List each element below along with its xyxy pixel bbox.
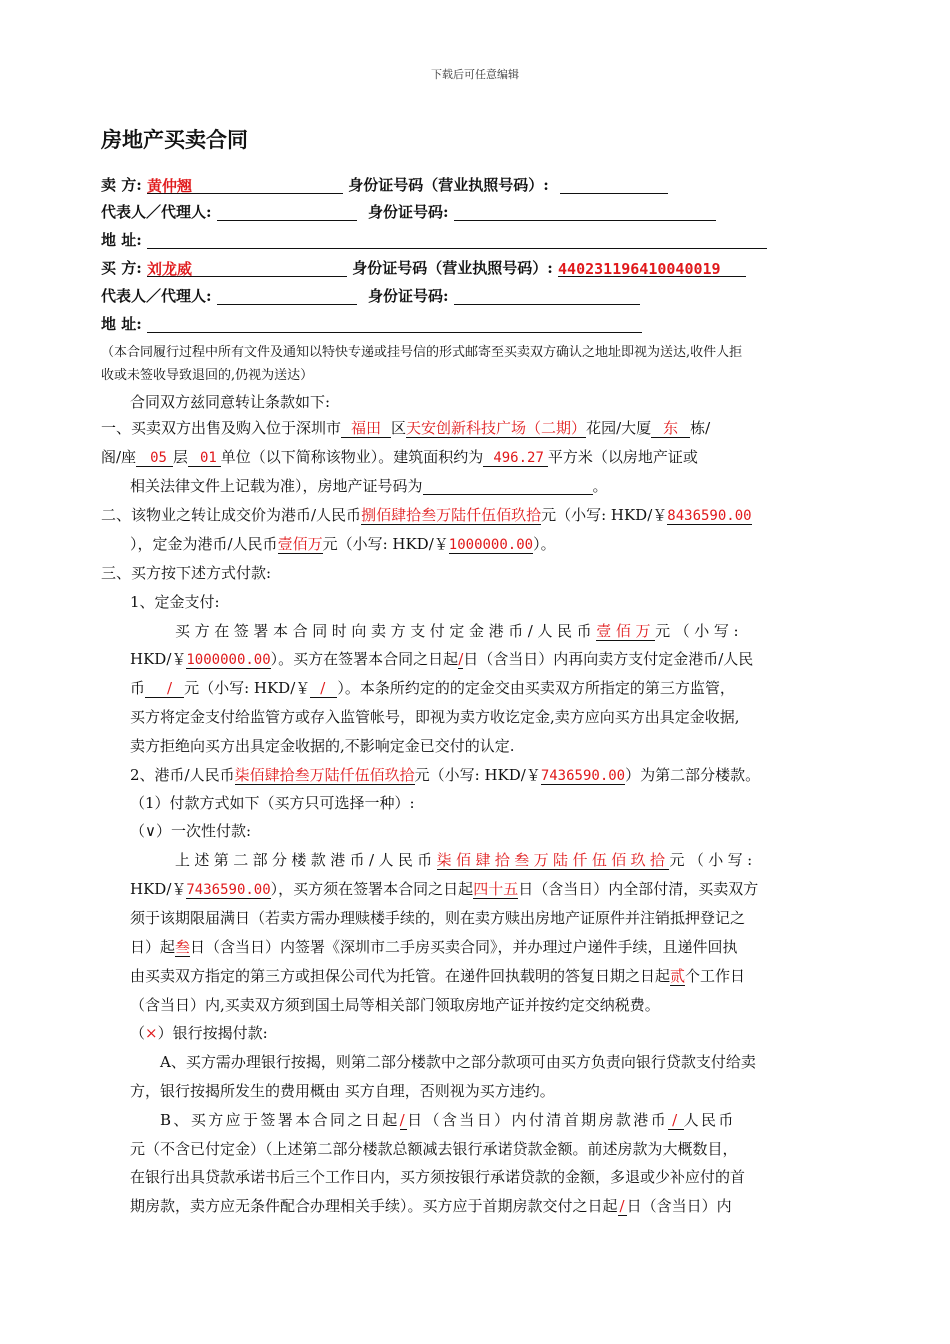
lump-sum-line4: [130, 938, 738, 956]
lump-sum-line2: [130, 880, 758, 899]
deposit-text: ）。买方在签署本合同之日起: [270, 650, 459, 668]
mortgage-b-line3: 在银行出具贷款承诺书后三个工作日内，买方须按银行承诺贷款的金额，多退或少补应付的首: [130, 1168, 746, 1186]
seller-name: 黄仲翘: [147, 177, 193, 195]
floor-value: 05: [136, 450, 173, 467]
buyer-address-label: 地 址:: [101, 315, 142, 333]
clause1-text: 栋/: [690, 419, 711, 437]
clause1-text: 单位（以下简称该物业）。建筑面积约为: [220, 448, 484, 466]
buyer-address-row: [101, 315, 642, 333]
lump-text: 日（含当日）内签署《深圳市二手房买卖合同》，并办理过户递件手续，且递件回执: [190, 938, 738, 956]
clause1-line2: [101, 448, 698, 467]
clause2-text: ）。: [533, 535, 556, 553]
unit-value: 01: [188, 450, 221, 467]
buyer-rep-field: [217, 288, 357, 305]
buyer-label: 买 方:: [101, 259, 142, 277]
clause3-sub2: [130, 766, 760, 785]
seller-address-row: [101, 231, 767, 249]
seller-rep-field: [217, 204, 357, 221]
mortgage-text: 人民币: [683, 1111, 736, 1129]
second-payment-words: 柒佰肆拾叁万陆仟伍佰玖拾: [234, 766, 415, 784]
deposit-para-line4: 买方将定金支付给监管方或存入监管帐号，即视为卖方收讫定金,卖方应向买方出具定金收据,: [130, 708, 740, 726]
lump-text: 上述第二部分楼款港币/人民币: [175, 851, 437, 869]
deposit-para-line3: [130, 679, 735, 697]
district-value: 福田: [341, 419, 391, 438]
buyer-id-field: [558, 260, 746, 277]
buyer-rep-id-label: 身份证号码:: [368, 287, 449, 305]
deposit-text: 元（小写: HKD/￥: [184, 679, 311, 697]
option-text: ）银行按揭付款:: [157, 1024, 268, 1042]
down-payment-days: /: [399, 1111, 408, 1129]
lump-sum-number: 7436590.00: [186, 882, 271, 898]
lump-sum-line3: 须于该期限届满日（若卖方需办理赎楼手续的，则在卖方赎出房地产证原件并注销抵押登记之: [130, 909, 746, 927]
clause1-line3: [130, 477, 608, 495]
mortgage-b-line1: [160, 1111, 736, 1129]
intro-text: 合同双方兹同意转让条款如下:: [130, 393, 331, 411]
sub2-text: 2、港币/人民币: [130, 766, 235, 784]
clause1-text: 阁/座: [101, 448, 137, 466]
option-mortgage: [130, 1024, 268, 1042]
sub2-text: ）为第二部分楼款。: [625, 766, 761, 784]
extra-deposit-words: /: [145, 679, 184, 698]
clause1-text: 花园/大厦: [586, 419, 652, 437]
deposit-text: 元（小写:: [655, 622, 744, 640]
deposit-text: ）。本条所约定的的定金交由买卖双方所指定的第三方监管，: [337, 679, 735, 697]
option-lump-sum: （∨）一次性付款:: [130, 822, 252, 840]
sign-days: 叁: [175, 938, 191, 956]
lump-sum-line1: [175, 851, 757, 869]
clause1-text: 一、买卖双方出售及购入位于深圳市: [101, 419, 342, 437]
buyer-address-field: [147, 316, 642, 333]
notice-line-1: （本合同履行过程中所有文件及通知以特快专递或挂号信的形式邮寄至买卖双方确认之地址即视为送达,收件人拒: [101, 345, 743, 360]
payment-options-heading: （1）付款方式如下（买方只可选择一种）:: [130, 794, 415, 812]
extra-deposit-days: /: [458, 650, 464, 668]
mortgage-b-line4: [130, 1197, 732, 1215]
clause2-text: 元（小写: HKD/￥: [541, 506, 668, 524]
buyer-id-value: 440231196410040019: [558, 260, 721, 278]
lump-sum-line5: [130, 967, 745, 985]
price-words: 捌佰肆拾叁万陆仟伍佰玖拾: [361, 506, 542, 524]
seller-id-field: [560, 177, 668, 194]
notice-line-2: 收或未签收导致退回的,仍视为送达）: [101, 368, 314, 383]
clause1-text: 。: [592, 477, 608, 495]
lump-text: 元（小写:: [669, 851, 757, 869]
clause1-line1: [101, 419, 710, 437]
work-days: 贰: [670, 967, 686, 985]
buyer-name-field: [147, 260, 347, 277]
deposit-text: 买方在签署本合同时向卖方支付定金港币/人民币: [175, 622, 597, 640]
second-payment-number: 7436590.00: [540, 768, 626, 784]
seller-id-label: 身份证号码（营业执照号码）:: [348, 176, 549, 194]
area-value: 496.27: [483, 450, 548, 467]
clause1-text: 层: [172, 448, 188, 466]
deposit-number: 1000000.00: [448, 537, 534, 553]
deposit-words-2: 壹佰万: [596, 622, 656, 640]
lump-text: HKD/￥: [130, 880, 187, 898]
lump-text: 由买卖双方指定的第三方或担保公司代为托管。在递件回执载明的答复日期之日起: [130, 967, 671, 985]
clause3-heading: 三、买方按下述方式付款:: [101, 564, 272, 582]
seller-rep-id-label: 身份证号码:: [368, 203, 449, 221]
seller-rep-id-field: [454, 204, 716, 221]
seller-address-label: 地 址:: [101, 231, 142, 249]
option-text: （: [130, 1024, 146, 1042]
buyer-row: [101, 259, 746, 277]
contract-title: 房地产买卖合同: [101, 127, 248, 152]
clause2-text: 元（小写: HKD/￥: [322, 535, 449, 553]
lump-sum-days: 四十五: [473, 880, 519, 898]
clause2-line1: [101, 506, 752, 525]
clause2-line2: [130, 535, 556, 554]
seller-rep-label: 代表人／代理人:: [101, 203, 212, 221]
deposit-para-line2: [130, 650, 753, 669]
clause1-text: 平方米（以房地产证或: [547, 448, 698, 466]
mortgage-a-line2: 方，银行按揭所发生的费用概由 买方自理，否则视为买方违约。: [130, 1082, 555, 1100]
down-payment-amount: /: [668, 1111, 683, 1130]
price-number: 8436590.00: [667, 508, 752, 524]
clause2-text: ），定金为港币/人民币: [130, 535, 278, 553]
mortgage-text: B、买方应于签署本合同之日起: [160, 1111, 400, 1129]
buyer-id-label: 身份证号码（营业执照号码）:: [352, 259, 553, 277]
seller-address-field: [147, 232, 767, 249]
lump-text: 日）起: [130, 938, 176, 956]
buyer-rep-id-field: [454, 288, 640, 305]
project-value: 天安创新科技广场（二期）: [406, 419, 587, 437]
clause1-text: 相关法律文件上记载为准），房地产证号码为: [130, 477, 423, 495]
certificate-number-field: [423, 478, 593, 495]
lump-text: ），买方须在签署本合同之日起: [270, 880, 474, 898]
seller-rep-row: [101, 203, 716, 221]
buyer-name: 刘龙威: [147, 260, 193, 278]
buyer-rep-label: 代表人／代理人:: [101, 287, 212, 305]
after-payment-days: /: [619, 1197, 625, 1215]
mortgage-text: 期房款，卖方应无条件配合办理相关手续）。买方应于首期房款交付之日起: [130, 1197, 618, 1215]
mortgage-text: 日（含当日）内: [626, 1197, 732, 1215]
deposit-text: 日（含当日）内再向卖方支付定金港币/人民: [463, 650, 754, 668]
lump-text: 个工作日: [685, 967, 746, 985]
deposit-number-2: 1000000.00: [186, 652, 271, 668]
sub2-text: 元（小写: HKD/￥: [414, 766, 541, 784]
building-value: 东: [651, 419, 690, 438]
seller-name-field: [147, 177, 343, 194]
deposit-para-line5: 卖方拒绝向买方出具定金收据的,不影响定金已交付的认定.: [130, 737, 515, 755]
buyer-rep-row: [101, 287, 640, 305]
mortgage-text: 日（含当日）内付清首期房款港币: [407, 1111, 669, 1129]
clause2-text: 二、该物业之转让成交价为港币/人民币: [101, 506, 362, 524]
mortgage-a-line1: A、买方需办理银行按揭，则第二部分楼款中之部分款项可由买方负责向银行贷款支付给卖: [160, 1053, 756, 1071]
mortgage-mark: ×: [145, 1024, 158, 1042]
mortgage-b-line2: 元（不含已付定金）（上述第二部分楼款总额减去银行承诺贷款金额。前述房款为大概数目，: [130, 1140, 738, 1158]
deposit-text: 币: [130, 679, 146, 697]
clause1-text: 区: [391, 419, 407, 437]
seller-row: [101, 176, 668, 194]
page-header: 下载后可任意编辑: [431, 68, 519, 81]
deposit-para-line1: [175, 622, 743, 640]
lump-sum-words: 柒佰肆拾叁万陆仟伍佰玖拾: [436, 851, 670, 869]
clause3-sub1: 1、定金支付:: [130, 593, 220, 611]
lump-text: 日（含当日）内全部付清，买卖双方: [518, 880, 759, 898]
deposit-words: 壹佰万: [277, 535, 323, 553]
lump-sum-line6: （含当日）内,买卖双方须到国土局等相关部门领取房地产证并按约定交纳税费。: [130, 996, 660, 1014]
deposit-text: HKD/￥: [130, 650, 187, 668]
extra-deposit-number: /: [310, 679, 337, 698]
seller-label: 卖 方:: [101, 176, 142, 194]
